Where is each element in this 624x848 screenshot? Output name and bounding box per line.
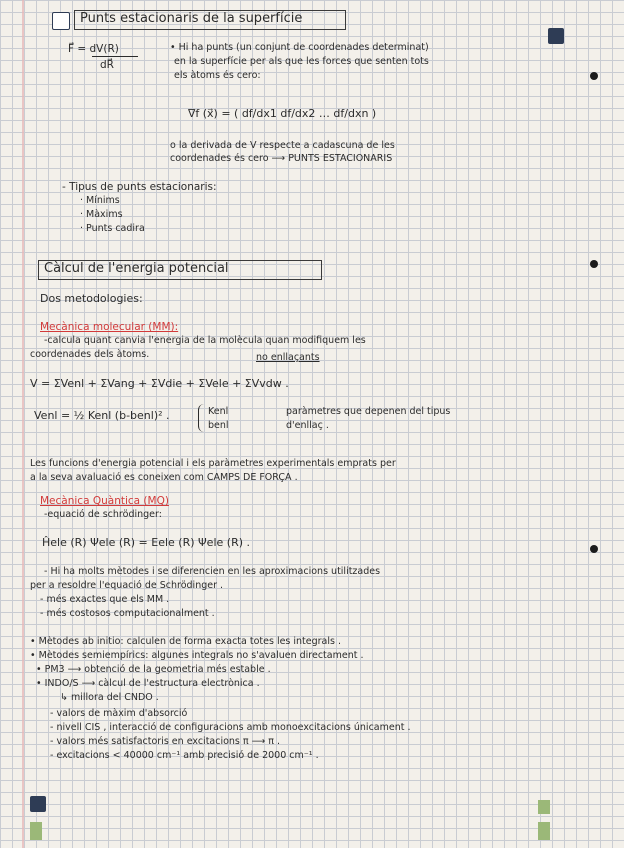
no-bonding-label: no enllaçants xyxy=(256,352,320,363)
binder-hole xyxy=(590,545,598,553)
methods-heading: Dos metodologies: xyxy=(40,292,143,305)
notebook-tab-green xyxy=(538,800,550,814)
conclusion-text: coordenades és cero ⟶ PUNTS ESTACIONARIS xyxy=(170,153,393,164)
definition-text: en la superfície per als que les forces que senten tots xyxy=(174,56,429,67)
fraction-bar xyxy=(92,56,138,57)
binder-hole xyxy=(590,72,598,80)
forcefield-text: Les funcions d'energia potencial i els paràmetres experimentals emprats per xyxy=(30,458,396,469)
params-text: d'enllaç . xyxy=(286,420,329,431)
bond-equation: Venl = ½ Kenl (b-benl)² . xyxy=(34,409,170,422)
indo-item: - valors més satisfactoris en excitacions π ⟶ π . xyxy=(50,736,281,747)
method-subitem: ↳ millora del CNDO . xyxy=(60,692,159,703)
method-item: • INDO/S ⟶ càlcul de l'estructura electrònica . xyxy=(36,678,260,689)
definition-text: • Hi ha punts (un conjunt de coordenades determinat) xyxy=(170,42,429,53)
indo-item: - nivell CIS , interacció de configuracions amb monoexcitacions únicament . xyxy=(50,722,411,733)
method-item: • PM3 ⟶ obtenció de la geometria més estable . xyxy=(36,664,271,675)
method-item: • Mètodes ab initio: calculen de forma exacta totes les integrals . xyxy=(30,636,342,647)
qm-text: - més costosos computacionalment . xyxy=(40,608,215,619)
qm-heading: Mecànica Quàntica (MQ) xyxy=(40,495,169,507)
brace xyxy=(198,404,205,432)
potential-equation: V = ΣVenl + ΣVang + ΣVdie + ΣVele + ΣVvdw . xyxy=(30,377,289,390)
section-title: Punts estacionaris de la superfície xyxy=(80,11,303,26)
gradient-equation: ∇f (x⃗) = ( df/dx1 df/dx2 … df/dxn ) xyxy=(188,107,377,120)
mm-text: coordenades dels àtoms. xyxy=(30,349,150,360)
qm-text: -equació de schrödinger: xyxy=(44,509,162,520)
indo-item: - excitacions < 40000 cm⁻¹ amb precisió de 2000 cm⁻¹ . xyxy=(50,750,319,761)
definition-text: els àtoms és cero: xyxy=(174,70,261,81)
params-text: paràmetres que depenen del tipus xyxy=(286,406,451,417)
schrodinger-equation: Ĥele (R) Ψele (R) = Eele (R) Ψele (R) . xyxy=(42,536,250,549)
conclusion-text: o la derivada de V respecte a cadascuna de les xyxy=(170,140,395,151)
notebook-tab-icon xyxy=(548,28,564,44)
forcefield-text: a la seva avaluació es coneixen com CAMPS DE FORÇA . xyxy=(30,472,298,483)
type-item: · Punts cadira xyxy=(80,223,145,234)
method-item: • Mètodes semiempírics: algunes integrals no s'avaluen directament . xyxy=(30,650,364,661)
types-title: - Tipus de punts estacionaris: xyxy=(62,181,217,193)
qm-text: - més exactes que els MM . xyxy=(40,594,170,605)
kenl-label: Kenl xyxy=(208,406,229,417)
mm-text: -calcula quant canvia l'energia de la molècula quan modifiquem les xyxy=(44,335,366,346)
type-item: · Màxims xyxy=(80,209,123,220)
section-title: Càlcul de l'energia potencial xyxy=(44,261,229,276)
notebook-checkbox-icon xyxy=(52,12,70,30)
indo-item: - valors de màxim d'absorció xyxy=(50,708,188,719)
qm-text: - Hi ha molts mètodes i se diferencien en les aproximacions utilitzades xyxy=(44,566,381,577)
force-equation: F⃗ = dV(R) xyxy=(68,43,119,55)
notebook-tab-icon xyxy=(30,796,46,812)
qm-text: per a resoldre l'equació de Schrödinger . xyxy=(30,580,224,591)
margin-line xyxy=(22,0,24,848)
binder-hole xyxy=(590,260,598,268)
type-item: · Mínims xyxy=(80,195,120,206)
notebook-tab-green xyxy=(538,822,550,840)
benl-label: benl xyxy=(208,420,229,431)
notebook-tab-green xyxy=(30,822,42,840)
force-denominator: dR⃗ xyxy=(100,59,114,71)
mm-heading: Mecànica molecular (MM): xyxy=(40,321,179,333)
